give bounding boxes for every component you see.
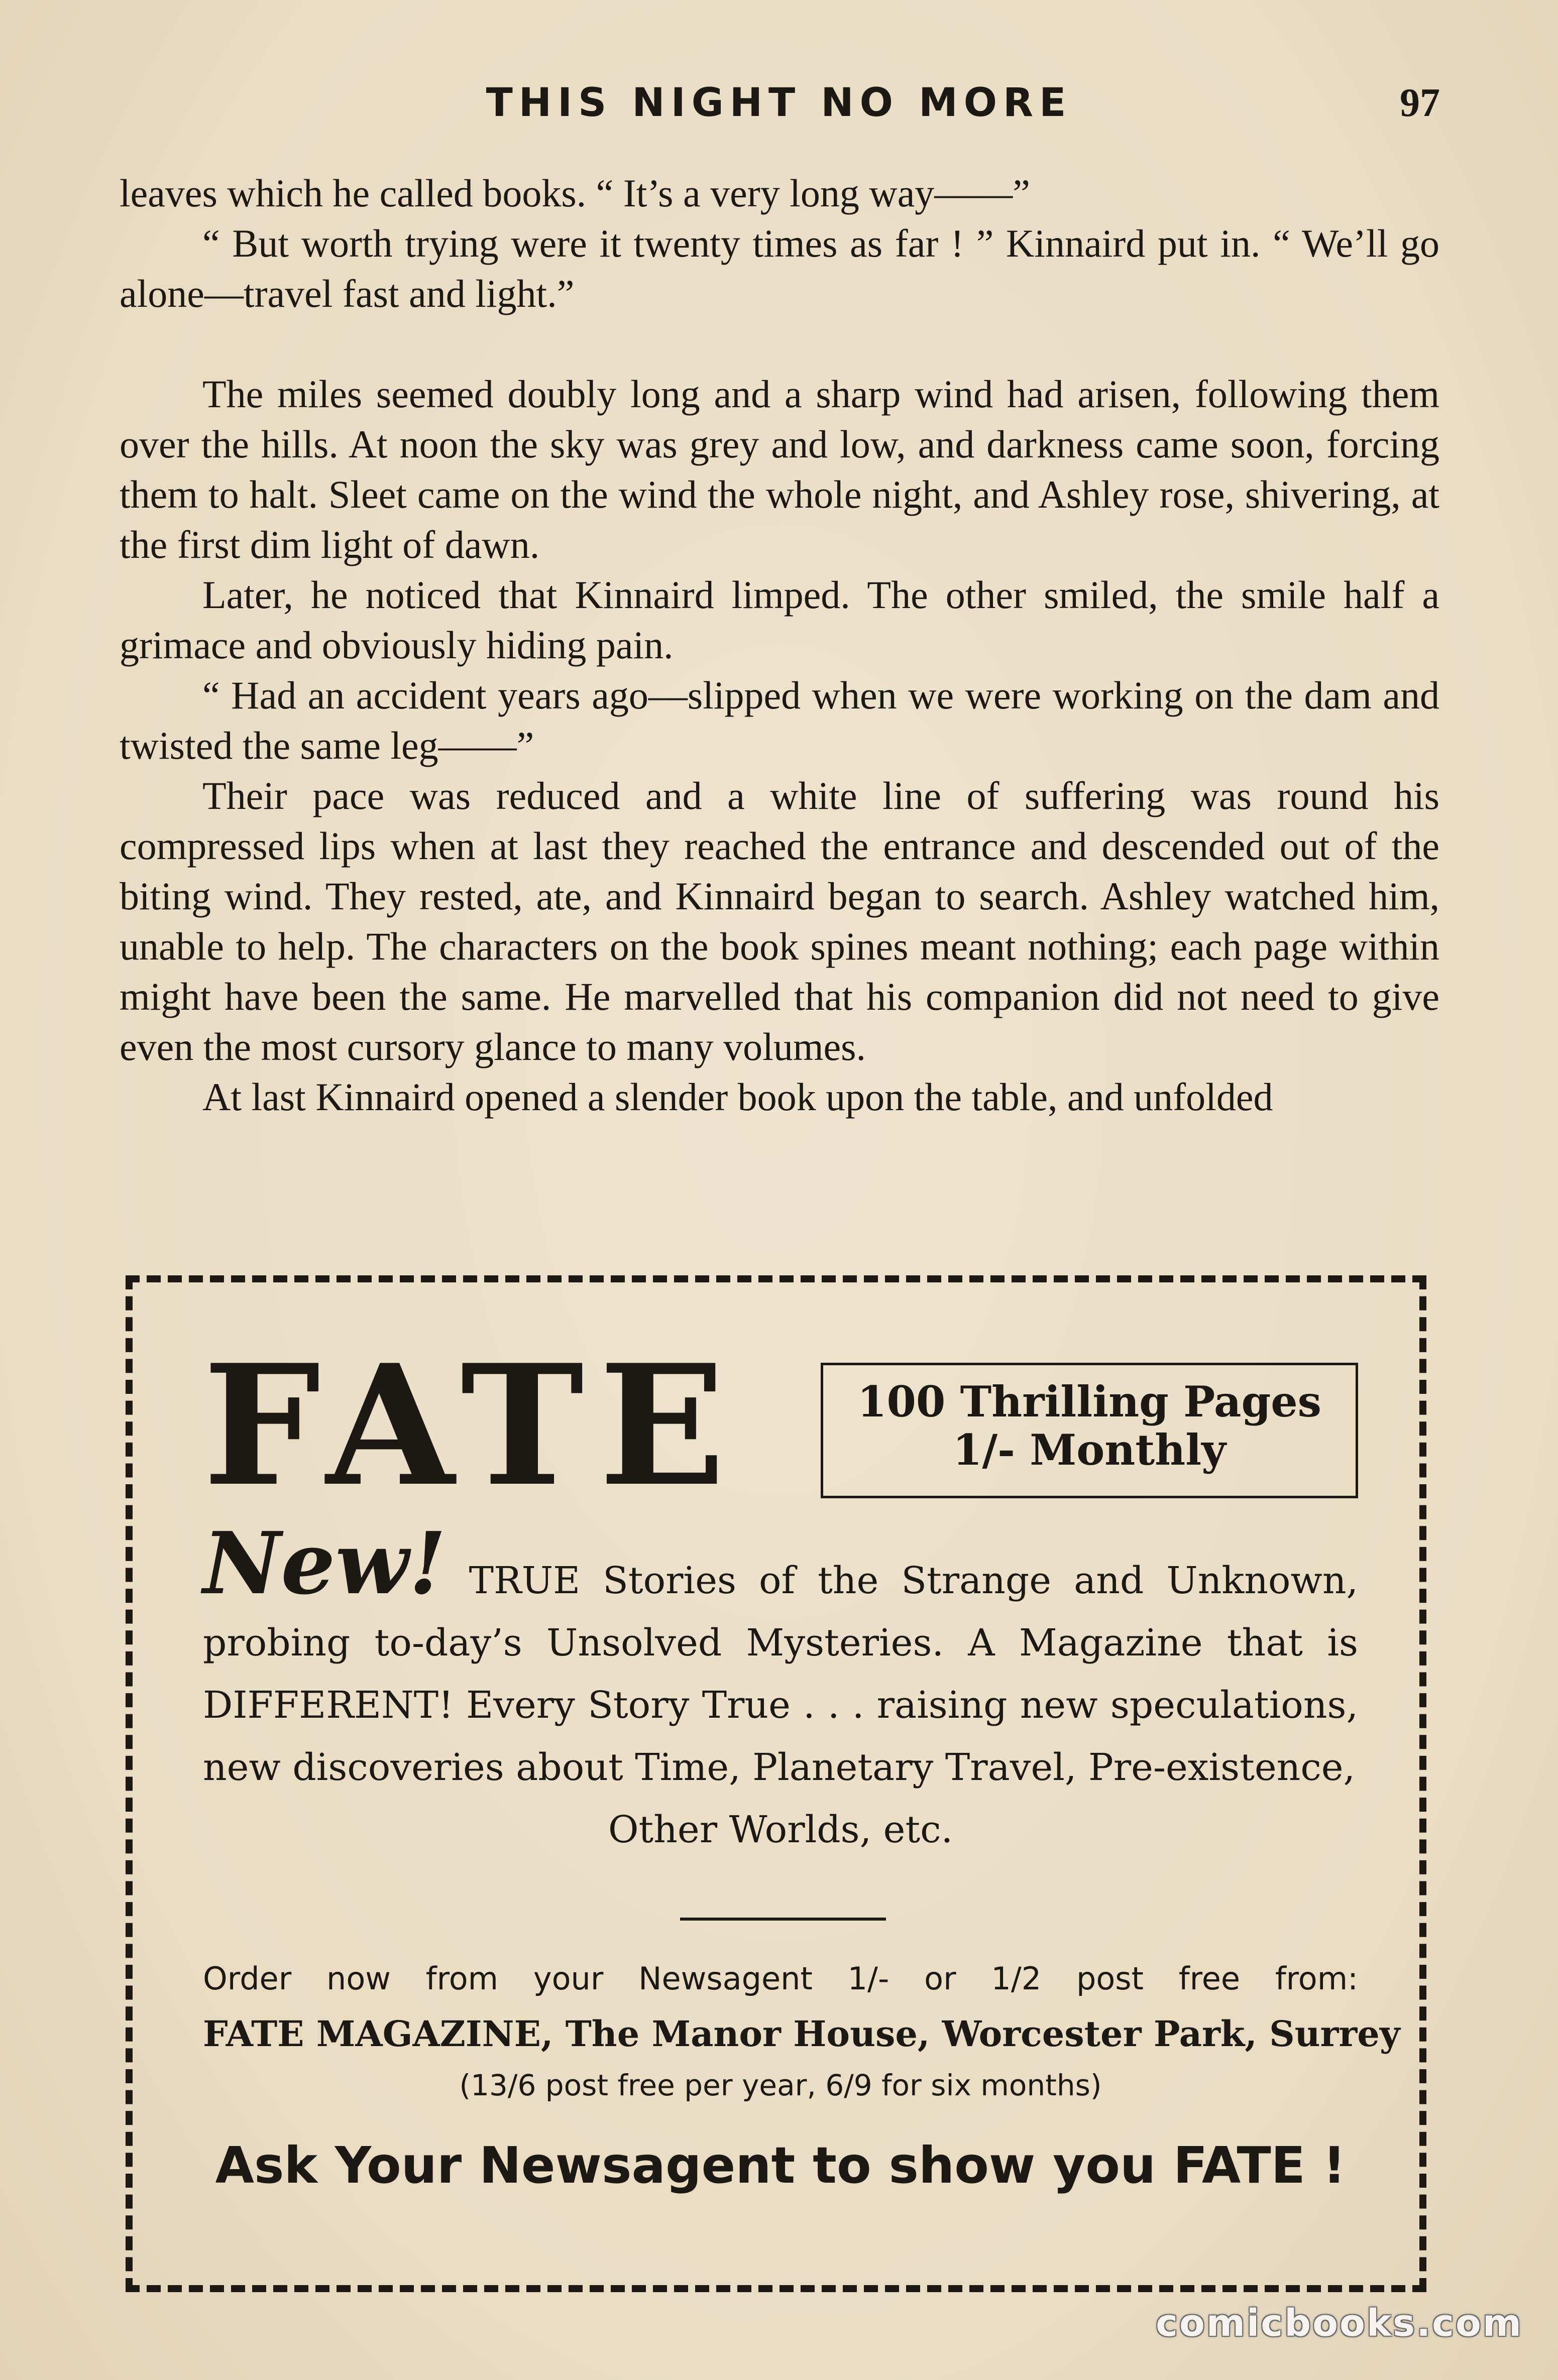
page-header: [118, 80, 1440, 136]
story-paragraph: The miles seemed doubly long and a sharp wind had arisen, following them over the hills. At noon the sky was grey and low, and darkness came soon, forcing them to halt. Sleet came on the wind the whole night, and Ashley rose, shivering, at the first dim light of dawn.: [120, 372, 1439, 566]
story-paragraph: “ But worth trying were it twenty times as far ! ” Kinnaird put in. “ We’ll go alone—travel fast and light.”: [120, 221, 1439, 315]
ad-description-text: TRUE Stories of the Strange and Unknown, probing to-day’s Unsolved Mysteries. A Magazine that is DIFFERENT! Every Story True . . . raising new speculations, new discoveries about Time, Planetary Travel, Pre-existence,: [203, 1559, 1358, 1789]
running-title: THIS NIGHT NO MORE: [486, 80, 1072, 126]
watermark: comicbooks.com: [1156, 2302, 1523, 2345]
price-line-monthly: 1/- Monthly: [953, 1425, 1226, 1475]
ad-slogan: Ask Your Newsagent to show you FATE !: [215, 2136, 1346, 2195]
story-paragraph: leaves which he called books. “ It’s a very long way——”: [120, 171, 1030, 215]
order-line: Order now from your Newsagent 1/- or 1/2 post free from:: [203, 1960, 1358, 1997]
ad-description: [203, 1513, 1358, 1861]
story-text: [120, 168, 1439, 1122]
price-box: [821, 1363, 1358, 1498]
new-word: New!: [203, 1513, 447, 1614]
price-line-pages: 100 Thrilling Pages: [857, 1377, 1321, 1426]
fate-logo: FATE: [203, 1328, 741, 1523]
story-paragraph: Their pace was reduced and a white line of suffering was round his compressed lips when at last they reached the entrance and descended out of the biting wind. They rested, ate, and Kinnaird began to search. Ashley watched him, unable to help. The characters on the book spines meant nothing; each page within might have been the same. He marvelled that his companion did not need to give even the most cursory glance to many volumes.: [120, 774, 1439, 1068]
publisher-address: FATE MAGAZINE, The Manor House, Worcester Park, Surrey: [203, 2013, 1400, 2055]
subscription-rates: (13/6 post free per year, 6/9 for six months): [459, 2068, 1102, 2102]
divider-rule: [680, 1918, 886, 1921]
story-paragraph: “ Had an accident years ago—slipped when we were working on the dam and twisted the same leg——”: [120, 673, 1439, 767]
page-number: 97: [1400, 81, 1440, 125]
fate-advertisement: [126, 1275, 1426, 2292]
story-paragraph: Later, he noticed that Kinnaird limped. The other smiled, the smile half a grimace and obviously hiding pain.: [120, 573, 1439, 667]
ad-description-last: Other Worlds, etc.: [608, 1808, 953, 1851]
story-paragraph: At last Kinnaird opened a slender book upon the table, and unfolded: [202, 1075, 1273, 1119]
